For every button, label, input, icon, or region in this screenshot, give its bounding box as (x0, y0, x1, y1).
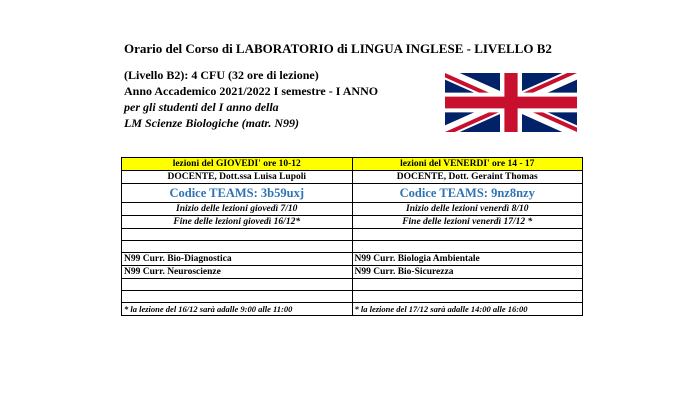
empty-row (122, 291, 583, 303)
empty-cell (122, 229, 353, 241)
thursday-teacher: DOCENTE, Dott.ssa Luisa Lupoli (122, 171, 353, 184)
empty-cell (352, 229, 583, 241)
thursday-teams-code: Codice TEAMS: 3b59uxj (122, 184, 353, 203)
union-jack-flag (445, 73, 577, 132)
empty-cell (122, 279, 353, 291)
table-header-row (122, 158, 583, 171)
thursday-curriculum-1: N99 Curr. Bio-Diagnostica (122, 253, 353, 266)
page-title: Orario del Corso di LABORATORIO di LINGUA INGLESE - LIVELLO B2 (124, 41, 552, 56)
teams-code-row (122, 184, 583, 203)
note-row (122, 303, 583, 316)
empty-cell (122, 241, 353, 253)
students-line: per gli studenti del I anno della (124, 100, 279, 114)
level-line: (Livello B2): 4 CFU (32 ore di lezione) (124, 68, 319, 82)
friday-curriculum-2: N99 Curr. Bio-Sicurezza (352, 266, 583, 279)
curriculum-row (122, 253, 583, 266)
thursday-curriculum-2: N99 Curr. Neuroscienze (122, 266, 353, 279)
empty-cell (352, 291, 583, 303)
empty-row (122, 241, 583, 253)
empty-cell (352, 279, 583, 291)
empty-cell (352, 241, 583, 253)
degree-line: LM Scienze Biologiche (matr. N99) (124, 116, 299, 130)
empty-cell (122, 291, 353, 303)
empty-row (122, 229, 583, 241)
teacher-row (122, 171, 583, 184)
friday-curriculum-1: N99 Curr. Biologia Ambientale (352, 253, 583, 266)
empty-row (122, 279, 583, 291)
thursday-end: Fine delle lezioni giovedì 16/12* (122, 216, 353, 229)
friday-start: Inizio delle lezioni venerdì 8/10 (352, 203, 583, 216)
friday-teacher: DOCENTE, Dott. Geraint Thomas (352, 171, 583, 184)
friday-note: * la lezione del 17/12 sarà adalle 14:00 alle 16:00 (352, 303, 583, 316)
end-row (122, 216, 583, 229)
schedule-table (121, 157, 583, 316)
thursday-start: Inizio delle lezioni giovedì 7/10 (122, 203, 353, 216)
thursday-header: lezioni del GIOVEDI' ore 10-12 (122, 158, 353, 171)
start-row (122, 203, 583, 216)
friday-teams-code: Codice TEAMS: 9nz8nzy (352, 184, 583, 203)
friday-header: lezioni del VENERDI' ore 14 - 17 (352, 158, 583, 171)
curriculum-row (122, 266, 583, 279)
thursday-note: * la lezione del 16/12 sarà adalle 9:00 alle 11:00 (122, 303, 353, 316)
course-info (124, 67, 378, 131)
year-line: Anno Accademico 2021/2022 I semestre - I ANNO (124, 84, 379, 98)
friday-end: Fine delle lezioni venerdì 17/12 * (352, 216, 583, 229)
